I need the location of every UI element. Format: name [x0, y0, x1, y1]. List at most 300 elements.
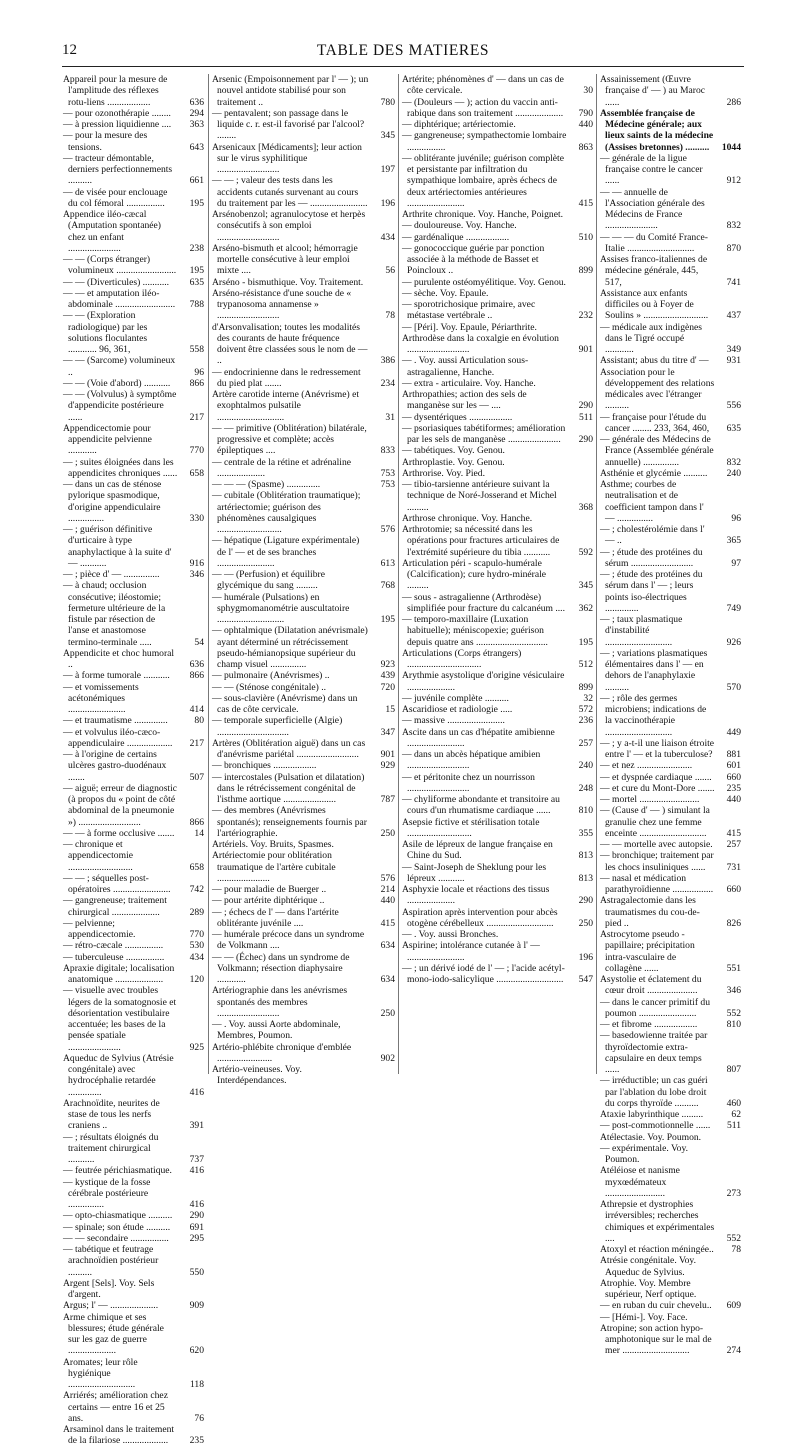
entry-page-number: 195: [189, 197, 204, 209]
index-entry: [399, 333, 597, 356]
index-entry: [209, 772, 399, 806]
entry-page-number: 634: [380, 974, 395, 985]
entry-text: Atélectasie. Voy. Poumon.: [600, 1131, 702, 1143]
entry-page-number: 15: [385, 704, 395, 715]
index-entry: [62, 918, 208, 941]
entry-text: Articulation péri - scapulo-humérale (Calcification); cure hydro-minérale .........: [402, 557, 547, 592]
entry-page-number: 78: [385, 310, 395, 322]
entry-text: Aspiration après intervention pour abcès otogène cérébelleux ............................: [402, 906, 558, 929]
entry-text: Atrophie. Voy. Membre supérieur, Nerf optique.: [600, 1277, 697, 1300]
entry-page-number: 552: [726, 1007, 741, 1019]
entry-text: — ; variations plasmatiques élémentaires dans l' — en dehors de l'anaphylaxie ..........: [600, 647, 708, 693]
index-entry: [62, 119, 208, 130]
entry-text: Atrésie congénitale. Voy. Aqueduc de Sylvius.: [600, 1255, 697, 1278]
entry-text: — sous - astragalienne (Arthrodèse) simplifiée pour fracture du calcanéum ....: [402, 591, 565, 614]
entry-page-number: 274: [726, 1345, 741, 1357]
entry-page-number: 810: [578, 805, 593, 817]
entry-page-number: 290: [578, 434, 593, 445]
index-entry: [62, 1132, 208, 1166]
entry-text: — — (Sarcome) volumineux ..: [63, 355, 176, 378]
entry-text: — des membres (Anévrismes spontanés); renseignements fournis par l'artériographie.: [212, 805, 367, 839]
index-entry: [597, 1300, 745, 1311]
entry-text: — diphtérique; artériectomie.: [402, 119, 516, 130]
index-entry: [399, 74, 597, 97]
index-entry: [62, 828, 208, 839]
entry-text: — — ; séquelles post-opératoires ........................: [63, 872, 171, 895]
entry-page-number: 636: [189, 659, 204, 670]
entry-page-number: 810: [726, 1019, 741, 1030]
index-entry: [62, 254, 208, 277]
entry-text: — pulmonaire (Anévrismes) ..: [212, 670, 330, 682]
entry-page-number: 507: [189, 771, 204, 783]
entry-page-number: 80: [194, 715, 204, 727]
entry-text: — ; taux plasmatique d'instabilité ............................: [600, 614, 683, 648]
index-entry: [597, 1109, 745, 1120]
entry-text: Arthrotomie; sa nécessité dans les opérations pour fractures articulaires de l'extrémité supérieure du tibia ...........: [402, 524, 560, 558]
entry-page-number: 1044: [721, 141, 741, 153]
entry-text: — massive ........................: [402, 715, 505, 727]
entry-text: Appendice iléo-cæcal (Amputation spontanée) chez un enfant ......................: [63, 209, 161, 254]
index-entry: [597, 74, 745, 108]
index-entry: [597, 569, 745, 614]
entry-text: — et volvulus iléo-cæco-appendiculaire ...................: [63, 726, 173, 749]
entry-text: — post-commotionnelle ......: [600, 1120, 711, 1132]
index-entry: [597, 288, 745, 322]
entry-page-number: 240: [578, 760, 593, 772]
entry-page-number: 833: [380, 445, 395, 457]
index-entry: [62, 355, 208, 378]
index-entry: [209, 625, 399, 670]
entry-text: — gangreneuse; sympathectomie lombaire ................: [402, 130, 567, 153]
entry-text: — — et amputation iléo-abdominale .........................: [63, 287, 176, 310]
entry-text: Assistant; abus du titre d' —: [600, 355, 709, 367]
entry-page-number: 214: [380, 884, 395, 895]
index-entry: [62, 873, 208, 896]
index-entry: [62, 727, 208, 750]
entry-text: — (Cause d' — ) simulant la granulie chez une femme enceinte ............................: [600, 805, 710, 839]
entry-page-number: 236: [578, 715, 593, 727]
entry-text: — à forme tumorale ...........: [63, 670, 170, 682]
index-columns: [62, 74, 744, 1447]
entry-page-number: 440: [578, 119, 593, 130]
entry-page-number: 434: [189, 951, 204, 963]
index-entry: [399, 839, 597, 862]
index-entry: [62, 1278, 208, 1301]
index-entry: [399, 423, 597, 446]
index-entry: [62, 1357, 208, 1391]
entry-text: — aiguë; erreur de diagnostic (à propos du « point de côté abdominal de la pneumonie ») ..........................: [63, 782, 178, 828]
entry-text: — — mortelle avec autopsie.: [600, 839, 713, 850]
entry-text: — — — du Comité France-Italie ............................: [600, 231, 708, 254]
index-entry: [597, 1030, 745, 1075]
index-entry: [399, 929, 597, 940]
index-entry: [597, 648, 745, 693]
index-entry: [209, 839, 399, 850]
entry-page-number: 807: [726, 1064, 741, 1075]
entry-text: — et dyspnée cardiaque .......: [600, 771, 712, 783]
index-entry: [209, 108, 399, 142]
entry-text: — purulente ostéomyélitique. Voy. Genou.: [402, 276, 566, 288]
page-header: [62, 42, 744, 64]
entry-page-number: 232: [578, 310, 593, 322]
entry-page-number: 866: [189, 670, 204, 682]
entry-text: — ; étude des protéines du sérum dans l' — ; leurs points iso-électriques ..............: [600, 569, 703, 614]
entry-page-number: 749: [726, 602, 741, 614]
entry-text: — ; cholestérolémie dans l' — ..: [600, 524, 705, 547]
index-entry: [62, 479, 208, 524]
entry-text: Artério-phlébite chronique d'emblée .......................: [212, 1041, 352, 1064]
entry-text: — tabétique et feutrage arachnoïdien postérieur ..........: [63, 1244, 159, 1278]
index-entry: [62, 378, 208, 389]
entry-text: — — ; valeur des tests dans les accidents cutanés survenant au cours du traitement par les — ........................: [212, 175, 368, 209]
entry-page-number: 273: [726, 1187, 741, 1199]
entry-text: — — (Perfusion) et équilibre glycémique du sang .........: [212, 569, 325, 592]
entry-text: — de visée pour enclouage du col fémoral ................: [63, 186, 168, 209]
entry-page-number: 576: [380, 524, 395, 535]
entry-text: — sèche. Voy. Epaule.: [402, 287, 489, 299]
index-entry: [399, 727, 597, 750]
entry-text: — — annuelle de l'Association générale des Médecins de France ......................: [600, 186, 705, 232]
index-entry: [62, 580, 208, 648]
entry-text: — à pression liquidienne ....: [63, 119, 172, 130]
index-entry: [399, 232, 597, 243]
index-entry: [399, 479, 597, 513]
entry-page-number: 609: [726, 1300, 741, 1312]
index-entry: [597, 997, 745, 1020]
index-entry: [399, 704, 597, 715]
index-entry: [62, 130, 208, 153]
entry-text: Atoxyl et réaction méningée..: [600, 1244, 714, 1255]
entry-text: Arthrose chronique. Voy. Hanche.: [402, 512, 533, 524]
entry-text: Artériels. Voy. Bruits, Spasmes.: [212, 839, 334, 850]
entry-page-number: 916: [189, 557, 204, 569]
index-entry: [209, 288, 399, 322]
index-entry: [62, 783, 208, 828]
index-entry: [209, 592, 399, 626]
index-entry: [209, 760, 399, 771]
index-entry: [597, 1312, 745, 1323]
entry-text: Arsaminol dans le traitement de la filariose ...................: [63, 1424, 175, 1447]
entry-page-number: 78: [731, 1244, 741, 1255]
index-entry: [62, 1210, 208, 1221]
index-column-2: [208, 74, 399, 1087]
entry-page-number: 870: [726, 242, 741, 254]
index-entry: [399, 558, 597, 592]
entry-text: — juvénile complète ..........: [402, 692, 509, 704]
index-entry: [209, 884, 399, 895]
entry-page-number: 635: [726, 422, 741, 434]
index-entry: [399, 288, 597, 299]
entry-page-number: 912: [726, 175, 741, 187]
index-entry: [62, 1098, 208, 1132]
entry-page-number: 780: [380, 96, 395, 108]
index-entry: [209, 175, 399, 209]
entry-text: Apraxie digitale; localisation anatomique ....................: [63, 962, 175, 985]
entry-text: Asthénie et glycémie ..........: [600, 467, 708, 479]
entry-text: — feutrée périchiasmatique.: [63, 1165, 172, 1177]
entry-page-number: 881: [726, 749, 741, 760]
index-entry: [209, 322, 399, 367]
index-entry: [597, 794, 745, 805]
entry-text: — ; rôle des germes microbiens; indications de la vaccinothérapie ............................: [600, 692, 707, 738]
entry-text: Asphyxie locale et réactions des tissus ....................: [402, 884, 550, 907]
entry-page-number: 902: [380, 1052, 395, 1064]
entry-page-number: 415: [726, 827, 741, 839]
index-entry: [62, 952, 208, 963]
entry-page-number: 658: [189, 467, 204, 479]
header-rule: [62, 66, 744, 67]
entry-text: — . Voy. aussi Bronches.: [402, 929, 499, 940]
entry-page-number: 217: [189, 737, 204, 749]
entry-page-number: 195: [578, 636, 593, 648]
index-entry: [597, 355, 745, 366]
index-entry: [62, 187, 208, 210]
index-entry: [399, 119, 597, 130]
index-entry: [399, 648, 597, 671]
entry-text: — sporotrichosique primaire, avec métastase vertébrale ..: [402, 299, 536, 322]
entry-text: Argent [Sels]. Voy. Sels d'argent.: [63, 1277, 155, 1300]
entry-page-number: 120: [189, 974, 204, 985]
entry-text: — à l'origine de certains ulcères gastro-duodénaux .......: [63, 749, 167, 783]
entry-text: — [Hémi-]. Voy. Face.: [600, 1311, 688, 1323]
entry-text: Aspirine; intolérance cutanée à l' — ........................: [402, 940, 540, 963]
entry-text: — bronchique; traitement par les chocs insuliniques ......: [600, 850, 714, 873]
index-entry: [399, 355, 597, 378]
entry-text: — intercostales (Pulsation et dilatation) dans le rétrécissement congénital de l'isthme aortique ......................: [212, 771, 365, 805]
index-entry: [209, 142, 399, 176]
index-entry: [209, 1064, 399, 1087]
index-entry: [597, 895, 745, 929]
entry-text: Association pour le développement des relations médicales avec l'étranger ..........: [600, 366, 715, 412]
index-entry: [399, 817, 597, 840]
index-entry: [209, 1019, 399, 1042]
index-entry: [597, 614, 745, 648]
index-entry: [399, 884, 597, 907]
index-entry: [597, 412, 745, 435]
index-entry: [597, 1278, 745, 1301]
page-title: TABLE DES MATIERES: [316, 42, 490, 59]
entry-text: — — (Exploration radiologique) par les solutions floculantes ............ 96, 361,: [63, 310, 148, 355]
index-entry: [209, 1042, 399, 1065]
entry-page-number: 14: [194, 827, 204, 839]
entry-text: — dans un abcès hépatique amibien ..........................: [402, 749, 541, 772]
entry-text: — dysentériques ..................: [402, 411, 513, 423]
entry-page-number: 449: [726, 726, 741, 738]
entry-text: — pour artérite diphtérique ..: [212, 895, 325, 907]
entry-page-number: 931: [726, 355, 741, 367]
index-entry: [62, 682, 208, 716]
index-entry: [209, 985, 399, 1019]
entry-text: — douloureuse. Voy. Hanche.: [402, 220, 517, 232]
entry-text: Artères (Oblitération aiguë) dans un cas d'anévrisme pariétal ..........................: [212, 737, 366, 760]
entry-page-number: 925: [189, 1041, 204, 1053]
entry-page-number: 368: [578, 501, 593, 513]
index-entry: [62, 389, 208, 423]
entry-text: Artériectomie pour oblitération traumatique de l'artère cubitale ......................: [212, 850, 336, 884]
index-entry: [597, 1323, 745, 1357]
index-entry: [62, 749, 208, 783]
entry-page-number: 290: [578, 895, 593, 907]
entry-text: — ; résultats éloignés du traitement chirurgical ...........: [63, 1131, 159, 1165]
entry-text: Arthropathies; action des sels de manganèse sur les — ....: [402, 389, 527, 412]
index-entry: [209, 479, 399, 490]
entry-page-number: 552: [726, 1232, 741, 1244]
index-entry: [399, 243, 597, 277]
index-entry: [597, 1244, 745, 1255]
index-entry: [399, 378, 597, 389]
index-entry: [62, 153, 208, 187]
entry-text: — — à forme occlusive .......: [63, 827, 175, 839]
entry-page-number: 96: [194, 366, 204, 378]
entry-text: — oblitérante juvénile; guérison complète et persistante par infiltration du sympathique lombaire, après échecs de deux artériectomies antérieures ........................: [402, 152, 564, 209]
entry-text: Arséno-bismuth et alcool; hémorragie mortelle consécutive à leur emploi mixte ....: [212, 242, 358, 277]
index-column-4: [596, 74, 745, 1357]
entry-page-number: 660: [726, 771, 741, 783]
entry-page-number: 923: [380, 659, 395, 670]
entry-text: — chyliforme abondante et transitoire au cours d'un rhumatisme cardiaque ......: [402, 794, 560, 817]
index-entry: [399, 592, 597, 615]
entry-page-number: 753: [380, 467, 395, 479]
entry-page-number: 866: [189, 816, 204, 828]
entry-text: Asepsie fictive et stérilisation totale ...........................: [402, 816, 540, 839]
index-entry: [597, 929, 745, 974]
entry-text: Assemblée française de Médecine générale; aux lieux saints de la médecine (Assises bretonnes) ..........: [600, 107, 714, 153]
entry-text: — gonococcique guérie par ponction associée à la méthode de Basset et Poincloux ..: [402, 242, 545, 277]
entry-page-number: 289: [189, 906, 204, 918]
entry-text: Artérite; phénomènes d' — dans un cas de côte cervicale.: [402, 74, 564, 97]
entry-text: — et fibrome ..................: [600, 1019, 698, 1030]
entry-text: — — (Sténose congénitale) ..: [212, 681, 327, 693]
entry-page-number: 349: [726, 344, 741, 355]
entry-text: Astragalectomie dans les traumatismes du cou-de-pied ..: [600, 895, 700, 929]
entry-text: — médicale aux indigènes dans le Tigré occupé ............: [600, 321, 703, 355]
entry-page-number: 416: [189, 1165, 204, 1177]
entry-page-number: 56: [385, 265, 395, 277]
entry-page-number: 440: [726, 794, 741, 805]
entry-page-number: 54: [194, 636, 204, 648]
entry-text: — humérale (Pulsations) en sphygmomanométrie auscultatoire ............................: [212, 591, 350, 625]
entry-page-number: 832: [726, 220, 741, 232]
index-entry: [209, 929, 399, 952]
index-entry: [399, 749, 597, 772]
entry-page-number: 909: [189, 1300, 204, 1312]
entry-text: — nasal et médication parathyroïdienne .................: [600, 872, 714, 895]
index-entry: [597, 108, 745, 153]
index-entry: [399, 468, 597, 479]
entry-page-number: 720: [380, 681, 395, 693]
entry-text: — cubitale (Oblitération traumatique); artériectomie; guérison des phénomènes causalgiques ...........................: [212, 490, 361, 535]
entry-page-number: 770: [189, 929, 204, 940]
entry-page-number: 31: [385, 411, 395, 423]
index-entry: [209, 535, 399, 569]
entry-text: Asile de lépreux de langue française en Chine du Sud.: [402, 839, 553, 862]
entry-text: — en ruban du cuir chevelu..: [600, 1300, 712, 1312]
entry-page-number: 926: [726, 636, 741, 648]
entry-text: — ; un dérivé iodé de l' — ; l'acide acétyl-mono-iodo-salicylique ............................: [402, 962, 565, 985]
index-entry: [399, 794, 597, 817]
entry-page-number: 346: [189, 569, 204, 580]
entry-text: — temporo-maxillaire (Luxation habituelle); méniscopexie; guérison depuis quatre ans ..............................: [402, 614, 548, 648]
entry-page-number: 295: [189, 1232, 204, 1244]
entry-page-number: 62: [731, 1109, 741, 1120]
index-entry: [597, 468, 745, 479]
entry-text: — . Voy. aussi Aorte abdominale, Membres, Poumon.: [212, 1019, 341, 1042]
index-entry: [597, 1075, 745, 1109]
index-entry: [62, 1312, 208, 1357]
index-entry: [62, 895, 208, 918]
index-entry: [62, 985, 208, 1053]
entry-page-number: 691: [189, 1221, 204, 1233]
entry-text: — basedowienne traitée par thyroïdectomie extra-capsulaire en deux temps ......: [600, 1030, 708, 1075]
entry-page-number: 866: [189, 377, 204, 389]
entry-page-number: 901: [578, 344, 593, 355]
index-entry: [209, 569, 399, 592]
index-entry: [399, 389, 597, 412]
entry-text: — pour ozonothérapie ........: [63, 107, 171, 119]
index-entry: [62, 569, 208, 580]
entry-text: Astrocytome pseudo - papillaire; précipitation intra-vasculaire de collagène ......: [600, 929, 695, 974]
entry-page-number: 643: [189, 141, 204, 153]
index-entry: [597, 772, 745, 783]
entry-page-number: 737: [189, 1154, 204, 1165]
entry-text: — — secondaire ................: [63, 1232, 169, 1244]
index-entry: [399, 457, 597, 468]
index-entry: [209, 715, 399, 738]
entry-text: — générale des Médecins de France (Assemblée générale annuelle) ...............: [600, 434, 714, 468]
entry-text: Arthroplastie. Voy. Genou.: [402, 456, 505, 468]
entry-page-number: 415: [578, 197, 593, 209]
entry-page-number: 613: [380, 557, 395, 569]
entry-text: — et cure du Mont-Dore .......: [600, 782, 715, 794]
entry-page-number: 386: [380, 355, 395, 367]
entry-page-number: 899: [578, 681, 593, 693]
index-entry: [597, 187, 745, 232]
entry-page-number: 330: [189, 512, 204, 524]
entry-page-number: 790: [578, 107, 593, 119]
entry-text: Atéléiose et nanisme myxœdémateux .........................: [600, 1165, 680, 1199]
entry-text: — ; pièce d' — ...............: [63, 569, 160, 580]
index-entry: [399, 322, 597, 333]
entry-text: — — (Volvulus) à symptôme d'appendicite postérieure ......: [63, 389, 177, 423]
index-entry: [597, 547, 745, 570]
entry-page-number: 635: [189, 276, 204, 288]
entry-page-number: 551: [726, 962, 741, 974]
entry-page-number: 416: [189, 1086, 204, 1098]
entry-text: — et vomissements acétonémiques ........................: [63, 681, 139, 715]
entry-text: Arsénobenzol; agranulocytose et herpès consécutifs à son emploi ..........................: [212, 209, 366, 243]
entry-text: — gangreneuse; traitement chirurgical ....................: [63, 895, 167, 918]
index-column-1: [62, 74, 208, 1447]
entry-text: Arsenic (Empoisonnement par l' — ); un nouvel antidote stabilisé pour son traitement ..: [212, 74, 369, 108]
entry-text: — visuelle avec troubles légers de la somatognosie et désorientation vestibulaire accentuée; les bases de la pensée spatiale ......................: [63, 985, 177, 1053]
entry-page-number: 290: [189, 1210, 204, 1222]
entry-page-number: 238: [189, 242, 204, 254]
index-entry: [399, 97, 597, 120]
entry-page-number: 660: [726, 884, 741, 895]
entry-text: — spinale; son étude ..........: [63, 1221, 171, 1233]
entry-text: Artère carotide interne (Anévrisme) et exophtalmos pulsatile ............................: [212, 389, 360, 423]
index-entry: [597, 524, 745, 547]
index-entry: [209, 952, 399, 986]
entry-page-number: 345: [578, 580, 593, 592]
index-entry: [62, 1222, 208, 1233]
entry-page-number: 558: [189, 344, 204, 355]
index-entry: [62, 1390, 208, 1424]
entry-text: — ; suites éloignées dans les appendicites chroniques ......: [63, 456, 178, 479]
entry-page-number: 661: [189, 175, 204, 187]
entry-text: Appareil pour la mesure de l'amplitude des réflexes rotu-liens ..................: [63, 74, 168, 108]
index-entry: [399, 963, 597, 986]
